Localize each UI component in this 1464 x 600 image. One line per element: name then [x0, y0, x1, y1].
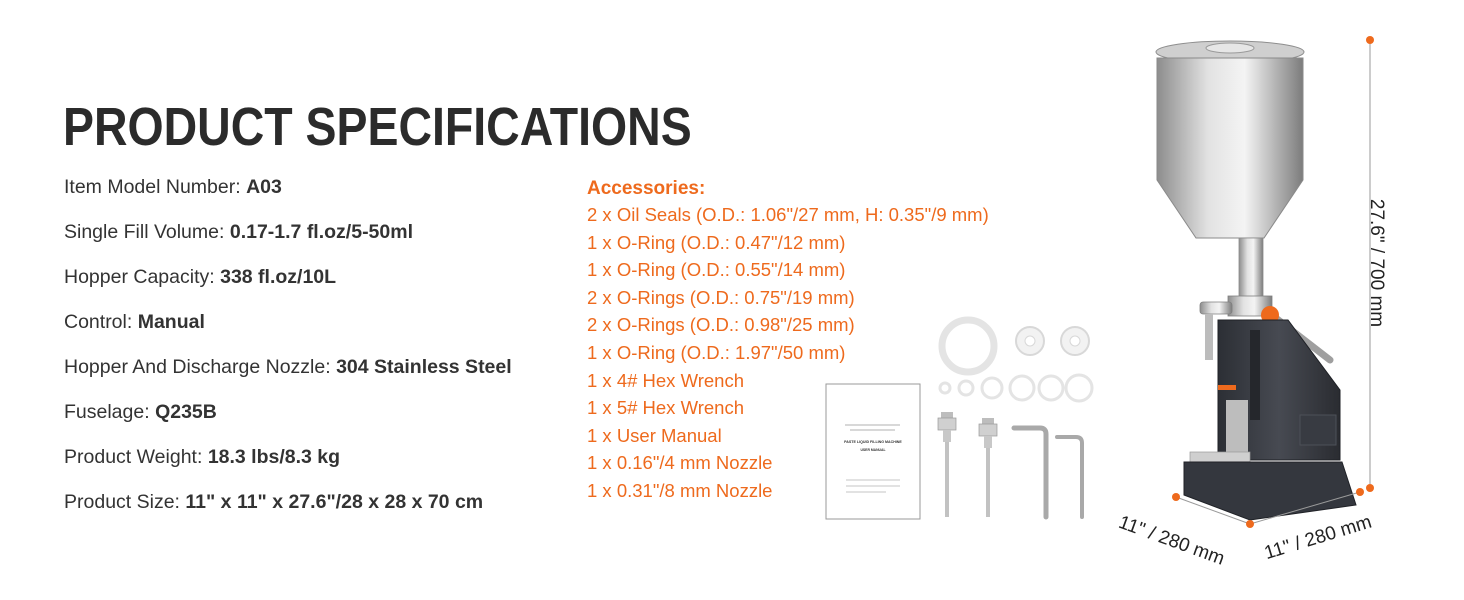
hopper-image [1156, 41, 1304, 300]
accessory-item: 1 x 5# Hex Wrench [587, 397, 744, 419]
spec-label: Hopper And Discharge Nozzle: [64, 356, 331, 378]
height-dimension-label: 27.6" / 700 mm [1366, 198, 1388, 328]
accessory-item: 1 x O-Ring (O.D.: 0.47"/12 mm) [587, 231, 846, 253]
accessory-item: 1 x 0.31"/8 mm Nozzle [587, 479, 773, 501]
spec-value: 18.3 lbs/8.3 kg [207, 446, 341, 468]
width-right-dimension-label: 11" / 280 mm [1262, 511, 1375, 565]
spec-value: 11" x 11" x 27.6"/28 x 28 x 70 cm [185, 491, 484, 513]
spec-label: Control: [64, 311, 133, 333]
spec-value: A03 [246, 176, 282, 198]
accessory-item: 1 x 4# Hex Wrench [587, 369, 744, 391]
page-title: PRODUCT SPECIFICATIONS [63, 97, 692, 157]
width-left-dimension-label: 11" / 280 mm [1115, 512, 1228, 570]
spec-label: Product Size: [64, 491, 180, 513]
dimension-marker [1366, 484, 1374, 492]
accessory-item: 2 x O-Rings (O.D.: 0.75"/19 mm) [587, 286, 855, 308]
accessory-item: 2 x Oil Seals (O.D.: 1.06"/27 mm, H: 0.35"/9 mm) [587, 204, 989, 225]
spec-value: Manual [137, 311, 205, 333]
manual-title: PASTE LIQUID FILLING MACHINE [844, 440, 902, 444]
accessory-item: 1 x O-Ring (O.D.: 0.55"/14 mm) [587, 259, 846, 281]
dimension-marker [1356, 488, 1364, 496]
spec-label: Item Model Number: [64, 176, 241, 198]
dimension-marker [1246, 520, 1254, 528]
accessories-heading: Accessories: [587, 178, 706, 199]
accessory-item: 1 x 0.16"/4 mm Nozzle [587, 452, 773, 474]
manual-subtitle: USER MANUAL [860, 448, 886, 452]
spec-label: Fuselage: [64, 401, 150, 423]
spec-value: 304 Stainless Steel [336, 356, 512, 378]
accessory-item: 1 x User Manual [587, 424, 722, 446]
dimension-marker [1172, 493, 1180, 501]
spec-value: Q235B [155, 401, 217, 423]
spec-value: 0.17-1.7 fl.oz/5-50ml [229, 221, 414, 243]
dimension-marker [1366, 36, 1374, 44]
accessory-item: 1 x O-Ring (O.D.: 1.97"/50 mm) [587, 341, 846, 363]
spec-label: Single Fill Volume: [64, 221, 225, 243]
accessory-item: 2 x O-Rings (O.D.: 0.98"/25 mm) [587, 314, 855, 336]
spec-label: Product Weight: [64, 446, 203, 468]
spec-value: 338 fl.oz/10L [220, 266, 337, 288]
spec-label: Hopper Capacity: [64, 266, 215, 288]
